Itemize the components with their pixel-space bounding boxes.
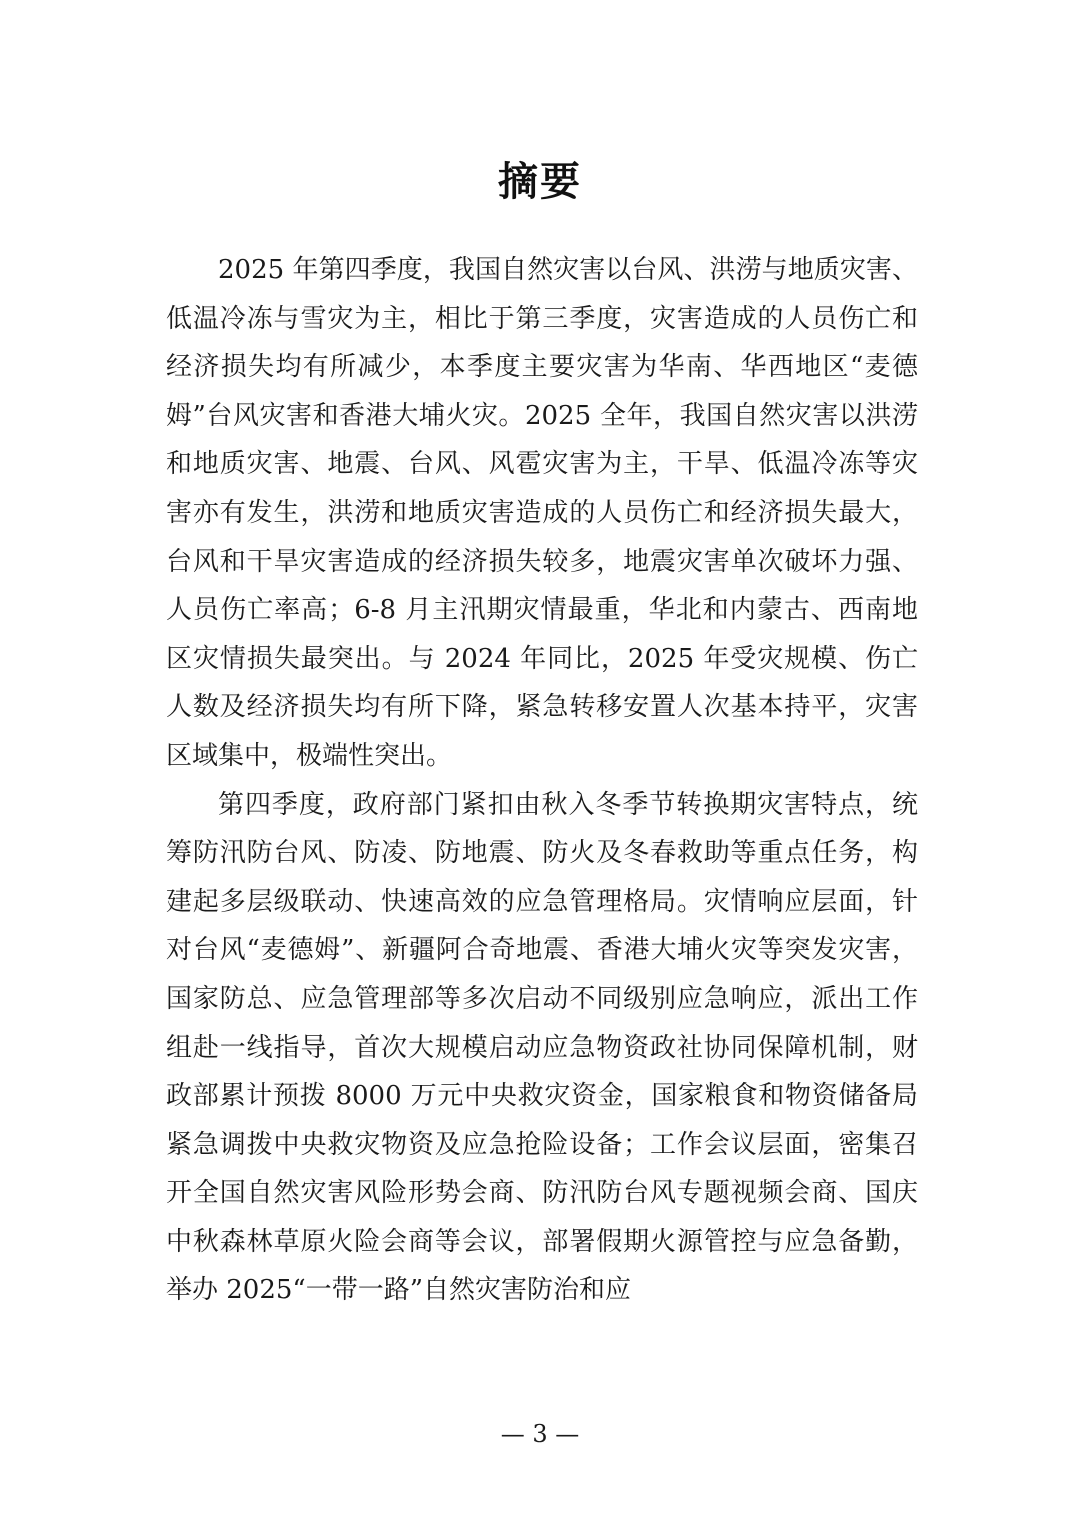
abstract-body [166,246,918,1315]
abstract-paragraph-1: 2025 年第四季度，我国自然灾害以台风、洪涝与地质灾害、低温冷冻与雪灾为主，相比于第三季度，灾害造成的人员伤亡和经济损失均有所减少，本季度主要灾害为华南、华西地区“麦德姆”台风灾害和香港大埔火灾。2025 全年，我国自然灾害以洪涝和地质灾害、地震、台风、风雹灾害为主，干旱、低温冷冻等灾害亦有发生，洪涝和地质灾害造成的人员伤亡和经济损失最大，台风和干旱灾害造成的经济损失较多，地震灾害单次破坏力强、人员伤亡率高；6-8 月主汛期灾情最重，华北和内蒙古、西南地区灾情损失最突出。与 2024 年同比，2025 年受灾规模、伤亡人数及经济损失均有所下降，紧急转移安置人次基本持平，灾害区域集中，极端性突出。 [166,255,918,771]
page-title: 摘要 [498,159,582,205]
page-number: — 3 — [500,1420,580,1448]
abstract-paragraph-2: 第四季度，政府部门紧扣由秋入冬季节转换期灾害特点，统筹防汛防台风、防凌、防地震、防火及冬春救助等重点任务，构建起多层级联动、快速高效的应急管理格局。灾情响应层面，针对台风“麦德姆”、新疆阿合奇地震、香港大埔火灾等突发灾害，国家防总、应急管理部等多次启动不同级别应急响应，派出工作组赴一线指导，首次大规模启动应急物资政社协同保障机制，财政部累计预拨 8000 万元中央救灾资金，国家粮食和物资储备局紧急调拨中央救灾物资及应急抢险设备；工作会议层面，密集召开全国自然灾害风险形势会商、防汛防台风专题视频会商、国庆中秋森林草原火险会商等会议，部署假期火源管控与应急备勤，举办 2025“一带一路”自然灾害防治和应 [166,789,918,1306]
